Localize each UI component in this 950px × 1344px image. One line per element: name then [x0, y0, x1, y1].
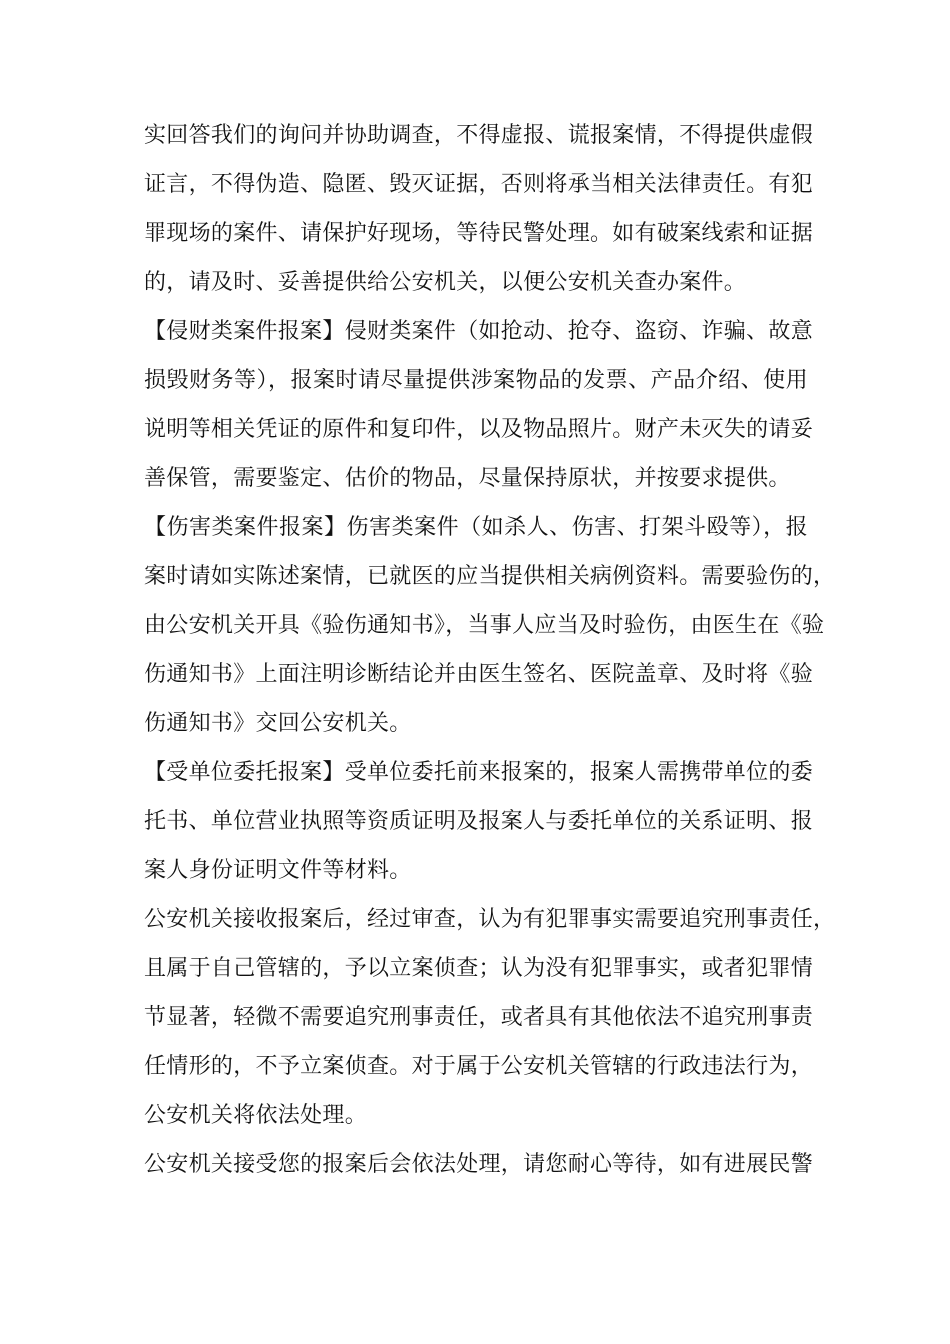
text-line: 公安机关接收报案后，经过审查，认为有犯罪事实需要追究刑事责任，	[144, 907, 836, 932]
text-line: 的，请及时、妥善提供给公安机关，以便公安机关查办案件。	[144, 270, 747, 295]
text-line: 【受单位委托报案】受单位委托前来报案的，报案人需携带单位的委	[144, 760, 814, 785]
text-line: 罪现场的案件、请保护好现场，等待民警处理。如有破案线索和证据	[144, 221, 814, 246]
text-line: 伤通知书》交回公安机关。	[144, 711, 412, 736]
text-line: 由公安机关开具《验伤通知书》，当事人应当及时验伤，由医生在《验	[144, 613, 825, 638]
text-line: 公安机关将依法处理。	[144, 1103, 368, 1128]
text-line: 【伤害类案件报案】伤害类案件（如杀人、伤害、打架斗殴等），报	[144, 515, 808, 540]
text-line: 伤通知书》上面注明诊断结论并由医生签名、医院盖章、及时将《验	[144, 662, 814, 687]
text-line: 托书、单位营业执照等资质证明及报案人与委托单位的关系证明、报	[144, 809, 814, 834]
text-line: 损毁财务等），报案时请尽量提供涉案物品的发票、产品介绍、使用	[144, 368, 808, 393]
text-line: 善保管，需要鉴定、估价的物品，尽量保持原状，并按要求提供。	[144, 466, 791, 491]
text-line: 证言，不得伪造、隐匿、毁灭证据，否则将承当相关法律责任。有犯	[144, 172, 814, 197]
text-line: 实回答我们的询问并协助调查，不得虚报、谎报案情，不得提供虚假	[144, 123, 814, 148]
text-line: 案人身份证明文件等材料。	[144, 858, 412, 883]
text-line: 说明等相关凭证的原件和复印件，以及物品照片。财产未灭失的请妥	[144, 417, 814, 442]
document-body	[144, 111, 836, 1189]
text-line: 案时请如实陈述案情，已就医的应当提供相关病例资料。需要验伤的，	[144, 564, 836, 589]
text-line: 公安机关接受您的报案后会依法处理，请您耐心等待，如有进展民警	[144, 1152, 814, 1177]
text-line: 任情形的，不予立案侦查。对于属于公安机关管辖的行政违法行为，	[144, 1054, 814, 1079]
text-line: 节显著，轻微不需要追究刑事责任，或者具有其他依法不追究刑事责	[144, 1005, 814, 1030]
text-line: 【侵财类案件报案】侵财类案件（如抢动、抢夺、盗窃、诈骗、故意	[144, 319, 814, 344]
text-line: 且属于自己管辖的，予以立案侦查；认为没有犯罪事实，或者犯罪情	[144, 956, 814, 981]
